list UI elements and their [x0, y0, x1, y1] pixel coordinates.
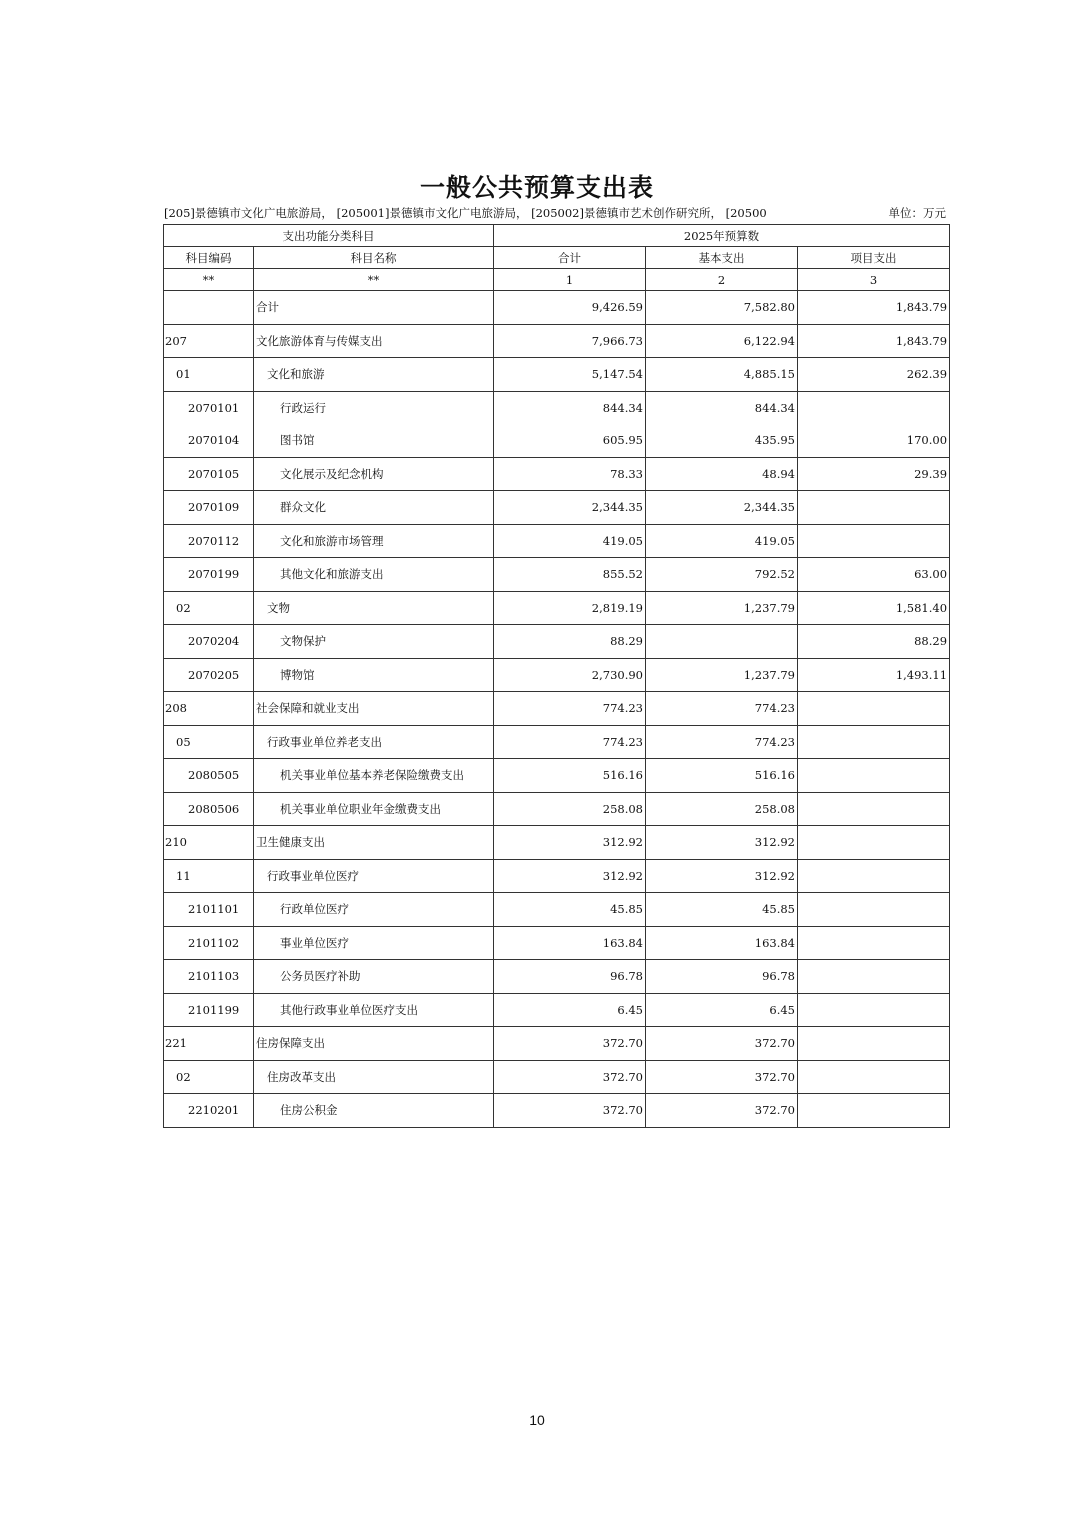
- cell-code: 2070104: [164, 424, 254, 457]
- cell-basic: 2,344.35: [646, 491, 798, 525]
- cell-project: [798, 524, 950, 558]
- index-basic: 2: [646, 269, 798, 291]
- budget-table: [163, 224, 950, 1128]
- cell-total: 312.92: [494, 826, 646, 860]
- cell-code: 208: [164, 692, 254, 726]
- cell-basic: [646, 625, 798, 659]
- cell-basic: 1,237.79: [646, 658, 798, 692]
- index-project: 3: [798, 269, 950, 291]
- cell-name: 行政事业单位养老支出: [254, 725, 494, 759]
- cell-total: 5,147.54: [494, 358, 646, 392]
- cell-basic: 48.94: [646, 457, 798, 491]
- cell-name: 行政运行: [254, 391, 494, 424]
- table-row: [164, 591, 950, 625]
- cell-name: 机关事业单位职业年金缴费支出: [254, 792, 494, 826]
- cell-total: 419.05: [494, 524, 646, 558]
- cell-total: 2,730.90: [494, 658, 646, 692]
- cell-basic: 792.52: [646, 558, 798, 592]
- cell-name: 文物: [254, 591, 494, 625]
- index-total: 1: [494, 269, 646, 291]
- column-header-name: 科目名称: [254, 247, 494, 269]
- cell-code: 2080505: [164, 759, 254, 793]
- cell-basic: 312.92: [646, 859, 798, 893]
- cell-project: [798, 759, 950, 793]
- cell-project: 1,843.79: [798, 324, 950, 358]
- cell-project: [798, 692, 950, 726]
- cell-code: 210: [164, 826, 254, 860]
- cell-total: 9,426.59: [494, 291, 646, 325]
- column-header-project: 项目支出: [798, 247, 950, 269]
- cell-name: 博物馆: [254, 658, 494, 692]
- table-row: [164, 658, 950, 692]
- cell-code: 2101102: [164, 926, 254, 960]
- cell-total: 78.33: [494, 457, 646, 491]
- cell-code: 2070204: [164, 625, 254, 659]
- table-row: [164, 1027, 950, 1061]
- header-group-row: [164, 225, 950, 247]
- cell-basic: 96.78: [646, 960, 798, 994]
- cell-code: 02: [164, 591, 254, 625]
- cell-basic: 4,885.15: [646, 358, 798, 392]
- cell-name: 文化和旅游市场管理: [254, 524, 494, 558]
- table-row: [164, 792, 950, 826]
- cell-project: 1,843.79: [798, 291, 950, 325]
- cell-project: [798, 391, 950, 424]
- cell-code: 2101199: [164, 993, 254, 1027]
- cell-project: 88.29: [798, 625, 950, 659]
- table-row: [164, 324, 950, 358]
- cell-code: 2080506: [164, 792, 254, 826]
- cell-code: 2101103: [164, 960, 254, 994]
- table-row: [164, 1094, 950, 1128]
- cell-project: [798, 926, 950, 960]
- cell-total: 6.45: [494, 993, 646, 1027]
- cell-basic: 7,582.80: [646, 291, 798, 325]
- cell-total: 2,819.19: [494, 591, 646, 625]
- table-row: [164, 424, 950, 457]
- cell-project: 262.39: [798, 358, 950, 392]
- cell-total: 774.23: [494, 725, 646, 759]
- cell-total: 163.84: [494, 926, 646, 960]
- table-row: [164, 993, 950, 1027]
- cell-name: 图书馆: [254, 424, 494, 457]
- subtitle-bar: [164, 205, 948, 223]
- table-row: [164, 859, 950, 893]
- table-body: [164, 291, 950, 1128]
- cell-project: 29.39: [798, 457, 950, 491]
- cell-basic: 258.08: [646, 792, 798, 826]
- cell-basic: 774.23: [646, 692, 798, 726]
- cell-project: [798, 826, 950, 860]
- cell-total: 88.29: [494, 625, 646, 659]
- cell-total: 855.52: [494, 558, 646, 592]
- unit-list: [205]景德镇市文化广电旅游局， [205001]景德镇市文化广电旅游局， [205002]景德镇市艺术创作研究所， [20500: [164, 206, 767, 220]
- cell-total: 2,344.35: [494, 491, 646, 525]
- table-row: [164, 524, 950, 558]
- cell-total: 96.78: [494, 960, 646, 994]
- cell-total: 844.34: [494, 391, 646, 424]
- cell-code: 02: [164, 1060, 254, 1094]
- cell-name: 行政单位医疗: [254, 893, 494, 927]
- cell-code: 2070105: [164, 457, 254, 491]
- cell-project: 170.00: [798, 424, 950, 457]
- cell-basic: 435.95: [646, 424, 798, 457]
- column-header-basic: 基本支出: [646, 247, 798, 269]
- group-header-left: 支出功能分类科目: [164, 225, 494, 247]
- cell-code: 01: [164, 358, 254, 392]
- cell-total: 516.16: [494, 759, 646, 793]
- cell-code: 2070109: [164, 491, 254, 525]
- cell-project: 1,493.11: [798, 658, 950, 692]
- cell-basic: 45.85: [646, 893, 798, 927]
- table-row: [164, 558, 950, 592]
- cell-name: 事业单位医疗: [254, 926, 494, 960]
- table-row: [164, 826, 950, 860]
- cell-name: 卫生健康支出: [254, 826, 494, 860]
- cell-project: [798, 1027, 950, 1061]
- cell-project: [798, 491, 950, 525]
- table-row: [164, 725, 950, 759]
- table-row: [164, 391, 950, 424]
- currency-unit: 单位：万元: [888, 206, 946, 220]
- cell-total: 605.95: [494, 424, 646, 457]
- column-header-total: 合计: [494, 247, 646, 269]
- cell-name: 其他行政事业单位医疗支出: [254, 993, 494, 1027]
- cell-name: 其他文化和旅游支出: [254, 558, 494, 592]
- cell-name: 群众文化: [254, 491, 494, 525]
- table-row: [164, 457, 950, 491]
- cell-name: 合计: [254, 291, 494, 325]
- cell-total: 372.70: [494, 1027, 646, 1061]
- index-name: **: [254, 269, 494, 291]
- cell-name: 公务员医疗补助: [254, 960, 494, 994]
- cell-code: 05: [164, 725, 254, 759]
- cell-basic: 844.34: [646, 391, 798, 424]
- cell-basic: 774.23: [646, 725, 798, 759]
- cell-name: 住房公积金: [254, 1094, 494, 1128]
- cell-code: 221: [164, 1027, 254, 1061]
- table-title: 一般公共预算支出表: [419, 173, 654, 202]
- cell-code: 2210201: [164, 1094, 254, 1128]
- cell-code: [164, 291, 254, 325]
- cell-project: [798, 993, 950, 1027]
- cell-code: 2070205: [164, 658, 254, 692]
- group-header-right: 2025年预算数: [494, 225, 950, 247]
- cell-basic: 516.16: [646, 759, 798, 793]
- table-row: [164, 1060, 950, 1094]
- table-row: [164, 759, 950, 793]
- cell-project: [798, 1060, 950, 1094]
- table-row: [164, 960, 950, 994]
- cell-total: 7,966.73: [494, 324, 646, 358]
- cell-project: 63.00: [798, 558, 950, 592]
- cell-code: 2101101: [164, 893, 254, 927]
- cell-basic: 372.70: [646, 1060, 798, 1094]
- cell-code: 207: [164, 324, 254, 358]
- cell-project: [798, 859, 950, 893]
- cell-basic: 372.70: [646, 1094, 798, 1128]
- cell-project: [798, 725, 950, 759]
- table-row: [164, 291, 950, 325]
- cell-total: 372.70: [494, 1060, 646, 1094]
- cell-name: 文化旅游体育与传媒支出: [254, 324, 494, 358]
- cell-code: 11: [164, 859, 254, 893]
- cell-total: 774.23: [494, 692, 646, 726]
- table-row: [164, 625, 950, 659]
- cell-code: 2070199: [164, 558, 254, 592]
- cell-basic: 163.84: [646, 926, 798, 960]
- cell-name: 住房保障支出: [254, 1027, 494, 1061]
- table-row: [164, 491, 950, 525]
- index-code: **: [164, 269, 254, 291]
- cell-name: 社会保障和就业支出: [254, 692, 494, 726]
- cell-total: 258.08: [494, 792, 646, 826]
- cell-name: 文物保护: [254, 625, 494, 659]
- page-number: 10: [529, 1412, 545, 1428]
- cell-code: 2070101: [164, 391, 254, 424]
- table-row: [164, 926, 950, 960]
- cell-name: 文化和旅游: [254, 358, 494, 392]
- cell-name: 机关事业单位基本养老保险缴费支出: [254, 759, 494, 793]
- table-row: [164, 358, 950, 392]
- table-row: [164, 893, 950, 927]
- table-row: [164, 692, 950, 726]
- cell-basic: 1,237.79: [646, 591, 798, 625]
- header-column-row: [164, 247, 950, 269]
- cell-name: 文化展示及纪念机构: [254, 457, 494, 491]
- cell-total: 45.85: [494, 893, 646, 927]
- cell-basic: 372.70: [646, 1027, 798, 1061]
- cell-total: 312.92: [494, 859, 646, 893]
- cell-basic: 419.05: [646, 524, 798, 558]
- cell-project: [798, 1094, 950, 1128]
- cell-project: 1,581.40: [798, 591, 950, 625]
- cell-code: 2070112: [164, 524, 254, 558]
- cell-project: [798, 960, 950, 994]
- cell-project: [798, 792, 950, 826]
- column-header-code: 科目编码: [164, 247, 254, 269]
- header-index-row: [164, 269, 950, 291]
- cell-name: 行政事业单位医疗: [254, 859, 494, 893]
- cell-name: 住房改革支出: [254, 1060, 494, 1094]
- cell-basic: 6,122.94: [646, 324, 798, 358]
- cell-total: 372.70: [494, 1094, 646, 1128]
- cell-basic: 312.92: [646, 826, 798, 860]
- cell-basic: 6.45: [646, 993, 798, 1027]
- cell-project: [798, 893, 950, 927]
